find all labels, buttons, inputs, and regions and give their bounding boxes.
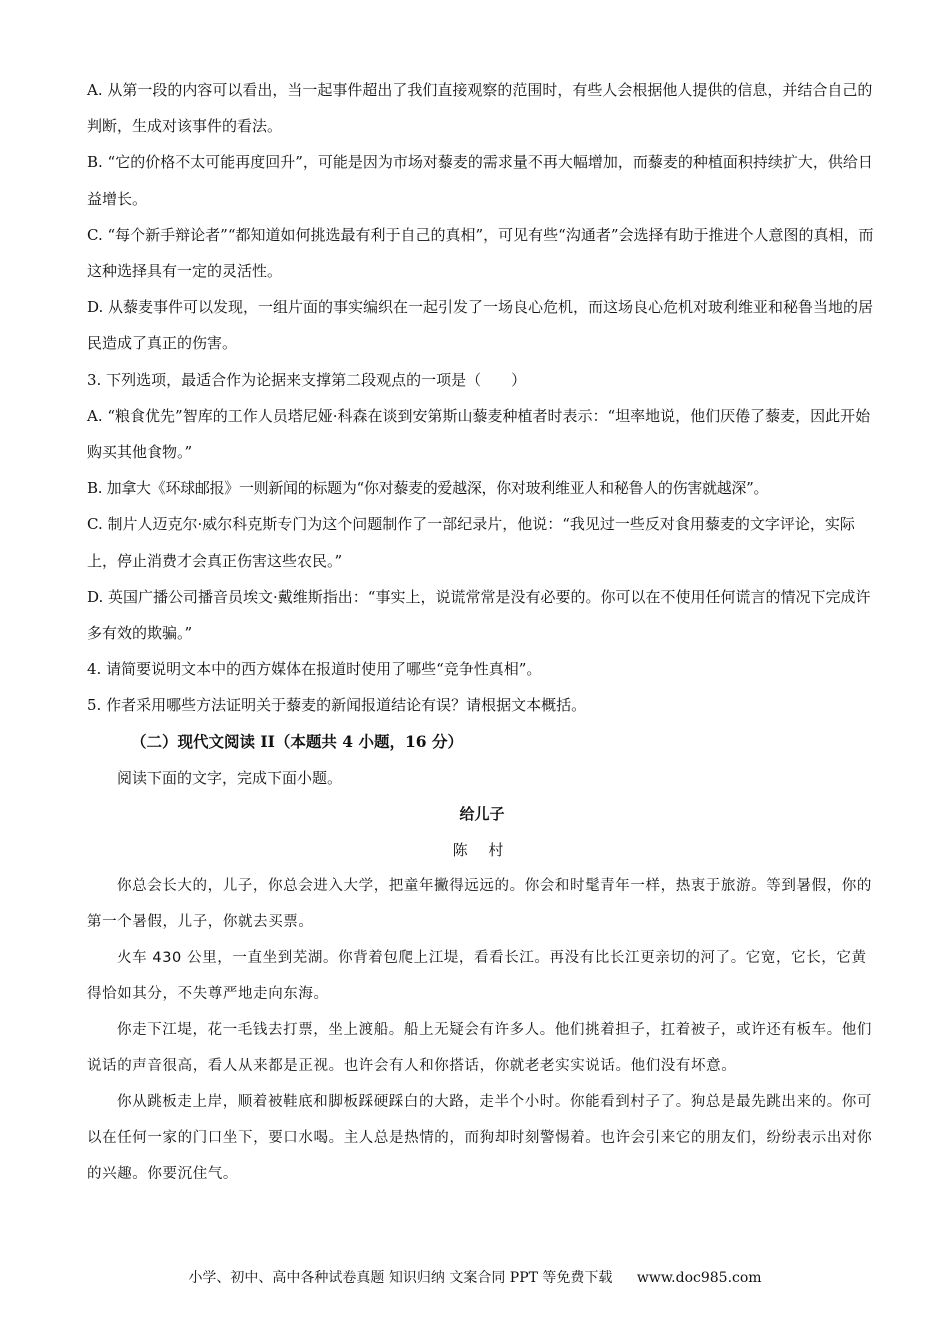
- article-paragraph: 你从跳板走上岸，顺着被鞋底和脚板踩硬踩白的大路，走半个小时。你能看到村子了。狗总是最先跳出来的。你可以在任何一家的门口坐下，要口水喝。主人总是热情的，而狗却时刻警惕着。也许会引来它的朋友们，纷纷表示出对你的兴趣。你要沉住气。: [87, 1093, 873, 1182]
- article-paragraph: 火车 430 公里，一直坐到芜湖。你背着包爬上江堤，看看长江。再没有比长江更亲切的河了。它宽，它长，它黄得恰如其分，不失尊严地走向东海。: [87, 949, 867, 1002]
- footer-url[interactable]: www.doc985.com: [636, 1270, 762, 1286]
- q2-option-c: C. “每个新手辩论者”“都知道如何挑选最有利于自己的真相”，可见有些“沟通者”会选择有助于推进个人意图的真相，而这种选择具有一定的灵活性。: [87, 225, 874, 281]
- footer-text: 小学、初中、高中各种试卷真题 知识归纳 文案合同 PPT 等免费下载: [188, 1270, 613, 1286]
- article-author: 陈 村: [452, 840, 512, 859]
- q2-option-d: D. 从藜麦事件可以发现，一组片面的事实编织在一起引发了一场良心危机，而这场良心危机对玻利维亚和秘鲁当地的居民造成了真正的伤害。: [87, 298, 874, 353]
- page-footer: [0, 1268, 950, 1288]
- q2-option-b: B. “它的价格不太可能再度回升”，可能是因为市场对藜麦的需求量不再大幅增加，而藜麦的种植面积持续扩大，供给日益增长。: [87, 153, 873, 208]
- article-title: 给儿子: [459, 804, 505, 823]
- document-page: [87, 72, 877, 1192]
- q3-option-a: A. “粮食优先”智库的工作人员塔尼娅·科森在谈到安第斯山藜麦种植者时表示：“坦率地说，他们厌倦了藜麦，因此开始购买其他食物。”: [87, 406, 871, 462]
- question-4: 4. 请简要说明文本中的西方媒体在报道时使用了哪些“竞争性真相”。: [87, 660, 542, 679]
- q3-option-c: C. 制片人迈克尔·威尔科克斯专门为这个问题制作了一部纪录片，他说：“我见过一些反对食用藜麦的文字评论，实际上，停止消费才会真正伤害这些农民。”: [87, 515, 855, 570]
- article-paragraph: 你总会长大的，儿子，你总会进入大学，把童年撇得远远的。你会和时髦青年一样，热衷于旅游。等到暑假，你的第一个暑假，儿子，你就去买票。: [87, 877, 872, 930]
- section-instruction: 阅读下面的文字，完成下面小题。: [117, 768, 343, 787]
- section-title: （二）现代文阅读 II（本题共 4 小题，16 分）: [131, 731, 463, 751]
- q2-option-a: A. 从第一段的内容可以看出，当一起事件超出了我们直接观察的范围时，有些人会根据他人提供的信息，并结合自己的判断，生成对该事件的看法。: [87, 81, 873, 136]
- q3-option-b: B. 加拿大《环球邮报》一则新闻的标题为“你对藜麦的爱越深，你对玻利维亚人和秘鲁人的伤害就越深”。: [87, 479, 769, 498]
- question-5: 5. 作者采用哪些方法证明关于藜麦的新闻报道结论有误？请根据文本概括。: [87, 696, 587, 715]
- q3-stem: 3. 下列选项，最适合作为论据来支撑第二段观点的一项是（ ）: [87, 370, 527, 389]
- article-paragraph: 你走下江堤，花一毛钱去打票，坐上渡船。船上无疑会有许多人。他们挑着担子，扛着被子，或许还有板车。他们说话的声音很高，看人从来都是正视。也许会有人和你搭话，你就老老实实说话。他们没有坏意。: [87, 1021, 872, 1074]
- q3-option-d: D. 英国广播公司播音员埃文·戴维斯指出：“事实上，说谎常常是没有必要的。你可以在不使用任何谎言的情况下完成许多有效的欺骗。”: [87, 587, 871, 643]
